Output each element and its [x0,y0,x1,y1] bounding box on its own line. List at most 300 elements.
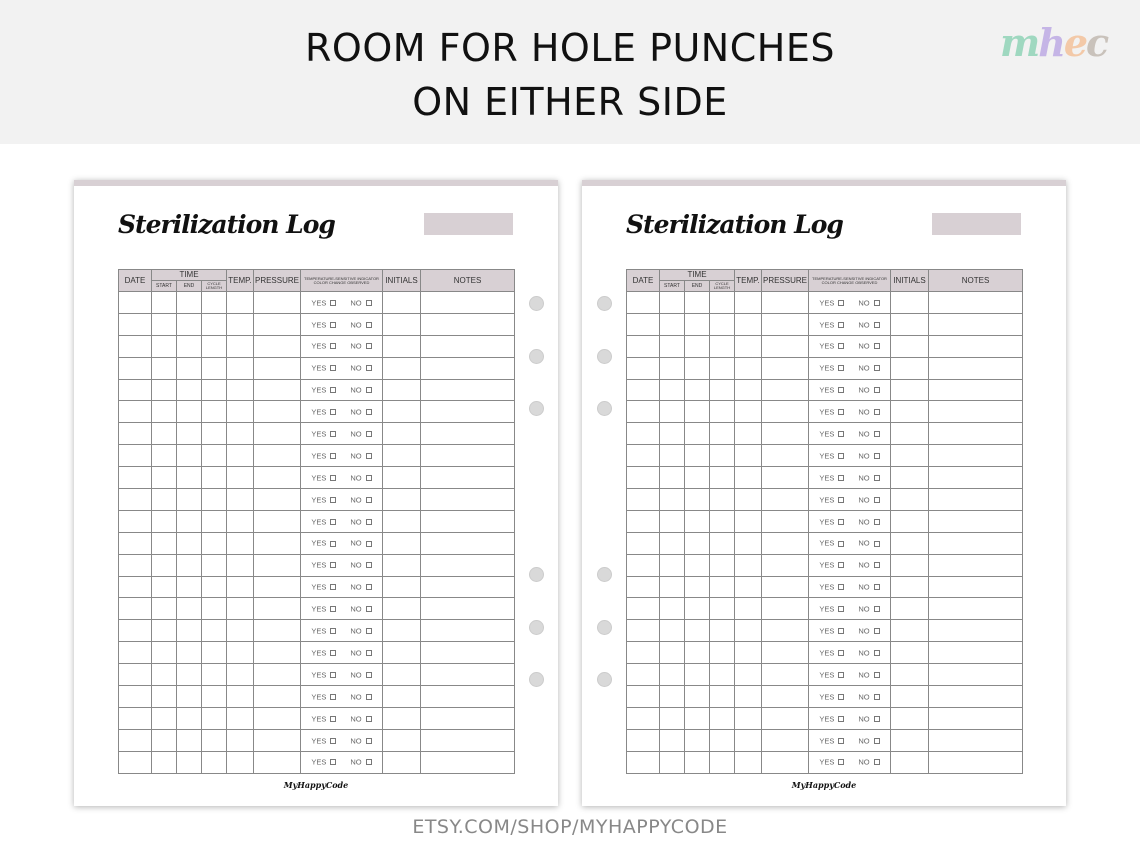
indicator-cell[interactable] [809,686,891,708]
table-cell[interactable] [929,357,1023,379]
table-cell[interactable] [685,707,710,729]
table-cell[interactable] [227,620,254,642]
table-cell[interactable] [660,707,685,729]
table-cell[interactable] [627,598,660,620]
table-cell[interactable] [710,467,735,489]
table-cell[interactable] [891,576,929,598]
yes-checkbox[interactable] [838,475,844,481]
no-checkbox[interactable] [366,343,372,349]
table-cell[interactable] [891,707,929,729]
table-cell[interactable] [762,292,809,314]
no-checkbox[interactable] [366,562,372,568]
table-cell[interactable] [119,532,152,554]
table-cell[interactable] [929,707,1023,729]
yes-checkbox[interactable] [330,738,336,744]
table-cell[interactable] [254,532,301,554]
table-cell[interactable] [891,335,929,357]
table-cell[interactable] [152,357,177,379]
table-cell[interactable] [177,313,202,335]
table-cell[interactable] [660,357,685,379]
table-cell[interactable] [627,489,660,511]
yes-checkbox[interactable] [838,759,844,765]
table-cell[interactable] [762,423,809,445]
table-cell[interactable] [119,335,152,357]
table-cell[interactable] [152,489,177,511]
table-cell[interactable] [227,292,254,314]
table-cell[interactable] [227,401,254,423]
table-cell[interactable] [383,620,421,642]
table-cell[interactable] [685,423,710,445]
no-checkbox[interactable] [366,694,372,700]
table-cell[interactable] [177,686,202,708]
indicator-cell[interactable] [809,423,891,445]
table-cell[interactable] [929,313,1023,335]
table-cell[interactable] [735,598,762,620]
table-cell[interactable] [119,292,152,314]
table-cell[interactable] [202,532,227,554]
table-cell[interactable] [929,379,1023,401]
table-cell[interactable] [710,620,735,642]
table-cell[interactable] [891,379,929,401]
table-cell[interactable] [735,576,762,598]
table-cell[interactable] [202,423,227,445]
table-cell[interactable] [152,598,177,620]
table-cell[interactable] [254,445,301,467]
table-cell[interactable] [383,401,421,423]
yes-checkbox[interactable] [330,365,336,371]
table-cell[interactable] [735,707,762,729]
table-cell[interactable] [685,292,710,314]
yes-checkbox[interactable] [330,584,336,590]
table-cell[interactable] [627,729,660,751]
table-cell[interactable] [119,598,152,620]
table-cell[interactable] [383,554,421,576]
table-cell[interactable] [254,620,301,642]
table-cell[interactable] [660,313,685,335]
table-cell[interactable] [421,467,515,489]
table-cell[interactable] [177,642,202,664]
table-cell[interactable] [254,423,301,445]
indicator-cell[interactable] [301,313,383,335]
table-cell[interactable] [685,729,710,751]
table-cell[interactable] [254,642,301,664]
table-cell[interactable] [119,467,152,489]
indicator-cell[interactable] [301,686,383,708]
table-cell[interactable] [929,292,1023,314]
table-cell[interactable] [627,642,660,664]
table-cell[interactable] [762,707,809,729]
table-cell[interactable] [421,313,515,335]
yes-checkbox[interactable] [838,694,844,700]
table-cell[interactable] [762,335,809,357]
no-checkbox[interactable] [874,738,880,744]
table-cell[interactable] [685,510,710,532]
yes-checkbox[interactable] [838,541,844,547]
table-cell[interactable] [735,510,762,532]
no-checkbox[interactable] [874,606,880,612]
table-cell[interactable] [383,664,421,686]
yes-checkbox[interactable] [838,387,844,393]
table-cell[interactable] [929,489,1023,511]
yes-checkbox[interactable] [838,453,844,459]
no-checkbox[interactable] [366,519,372,525]
table-cell[interactable] [119,510,152,532]
table-cell[interactable] [383,642,421,664]
table-cell[interactable] [383,423,421,445]
table-cell[interactable] [119,554,152,576]
table-cell[interactable] [891,357,929,379]
table-cell[interactable] [202,554,227,576]
yes-checkbox[interactable] [330,650,336,656]
table-cell[interactable] [627,620,660,642]
table-cell[interactable] [119,489,152,511]
table-cell[interactable] [929,576,1023,598]
yes-checkbox[interactable] [330,431,336,437]
table-cell[interactable] [227,751,254,773]
table-cell[interactable] [227,357,254,379]
table-cell[interactable] [627,313,660,335]
no-checkbox[interactable] [366,497,372,503]
no-checkbox[interactable] [366,606,372,612]
table-cell[interactable] [735,532,762,554]
table-cell[interactable] [177,379,202,401]
table-cell[interactable] [929,532,1023,554]
table-cell[interactable] [685,576,710,598]
table-cell[interactable] [152,642,177,664]
table-cell[interactable] [421,335,515,357]
table-cell[interactable] [421,423,515,445]
table-cell[interactable] [710,576,735,598]
indicator-cell[interactable] [809,751,891,773]
table-cell[interactable] [735,445,762,467]
table-cell[interactable] [202,313,227,335]
table-cell[interactable] [383,445,421,467]
table-cell[interactable] [627,532,660,554]
indicator-cell[interactable] [301,554,383,576]
yes-checkbox[interactable] [330,409,336,415]
table-cell[interactable] [710,729,735,751]
table-cell[interactable] [421,576,515,598]
table-cell[interactable] [710,357,735,379]
indicator-cell[interactable] [809,510,891,532]
indicator-cell[interactable] [301,598,383,620]
yes-checkbox[interactable] [330,387,336,393]
table-cell[interactable] [685,313,710,335]
table-cell[interactable] [202,576,227,598]
yes-checkbox[interactable] [330,606,336,612]
indicator-cell[interactable] [809,379,891,401]
table-cell[interactable] [227,445,254,467]
table-cell[interactable] [762,554,809,576]
no-checkbox[interactable] [366,628,372,634]
table-cell[interactable] [177,292,202,314]
table-cell[interactable] [227,467,254,489]
table-cell[interactable] [627,467,660,489]
table-cell[interactable] [421,292,515,314]
table-cell[interactable] [762,313,809,335]
no-checkbox[interactable] [366,431,372,437]
no-checkbox[interactable] [874,694,880,700]
table-cell[interactable] [735,401,762,423]
yes-checkbox[interactable] [838,738,844,744]
table-cell[interactable] [421,598,515,620]
table-cell[interactable] [762,576,809,598]
table-cell[interactable] [685,532,710,554]
table-cell[interactable] [627,445,660,467]
table-cell[interactable] [227,598,254,620]
table-cell[interactable] [735,620,762,642]
table-cell[interactable] [735,489,762,511]
table-cell[interactable] [891,489,929,511]
table-cell[interactable] [177,532,202,554]
yes-checkbox[interactable] [330,519,336,525]
indicator-cell[interactable] [809,357,891,379]
table-cell[interactable] [421,379,515,401]
table-cell[interactable] [177,751,202,773]
table-cell[interactable] [383,707,421,729]
indicator-cell[interactable] [301,707,383,729]
table-cell[interactable] [227,489,254,511]
table-cell[interactable] [891,598,929,620]
table-cell[interactable] [762,751,809,773]
table-cell[interactable] [762,598,809,620]
table-cell[interactable] [254,467,301,489]
table-cell[interactable] [929,642,1023,664]
table-cell[interactable] [627,292,660,314]
no-checkbox[interactable] [366,475,372,481]
table-cell[interactable] [421,532,515,554]
no-checkbox[interactable] [874,759,880,765]
table-cell[interactable] [152,707,177,729]
table-cell[interactable] [685,357,710,379]
table-cell[interactable] [929,510,1023,532]
table-cell[interactable] [660,401,685,423]
table-cell[interactable] [227,642,254,664]
table-cell[interactable] [891,554,929,576]
table-cell[interactable] [660,554,685,576]
table-cell[interactable] [660,751,685,773]
table-cell[interactable] [254,510,301,532]
table-cell[interactable] [177,445,202,467]
table-cell[interactable] [660,532,685,554]
yes-checkbox[interactable] [330,541,336,547]
table-cell[interactable] [735,686,762,708]
table-cell[interactable] [202,598,227,620]
yes-checkbox[interactable] [838,562,844,568]
no-checkbox[interactable] [874,475,880,481]
indicator-cell[interactable] [809,489,891,511]
no-checkbox[interactable] [366,759,372,765]
table-cell[interactable] [202,467,227,489]
table-cell[interactable] [710,335,735,357]
yes-checkbox[interactable] [838,343,844,349]
indicator-cell[interactable] [301,292,383,314]
yes-checkbox[interactable] [330,475,336,481]
table-cell[interactable] [627,401,660,423]
table-cell[interactable] [710,510,735,532]
indicator-cell[interactable] [301,401,383,423]
table-cell[interactable] [119,423,152,445]
table-cell[interactable] [152,576,177,598]
indicator-cell[interactable] [301,357,383,379]
table-cell[interactable] [685,751,710,773]
table-cell[interactable] [627,423,660,445]
table-cell[interactable] [152,532,177,554]
yes-checkbox[interactable] [330,300,336,306]
indicator-cell[interactable] [301,445,383,467]
table-cell[interactable] [119,401,152,423]
table-cell[interactable] [383,576,421,598]
table-cell[interactable] [177,357,202,379]
table-cell[interactable] [177,335,202,357]
no-checkbox[interactable] [874,628,880,634]
indicator-cell[interactable] [809,707,891,729]
table-cell[interactable] [421,401,515,423]
no-checkbox[interactable] [874,562,880,568]
table-cell[interactable] [627,576,660,598]
table-cell[interactable] [660,598,685,620]
table-cell[interactable] [710,751,735,773]
table-cell[interactable] [119,313,152,335]
table-cell[interactable] [735,423,762,445]
table-cell[interactable] [660,729,685,751]
table-cell[interactable] [421,445,515,467]
yes-checkbox[interactable] [838,584,844,590]
table-cell[interactable] [227,576,254,598]
table-cell[interactable] [177,620,202,642]
table-cell[interactable] [710,379,735,401]
table-cell[interactable] [152,445,177,467]
no-checkbox[interactable] [366,650,372,656]
table-cell[interactable] [735,379,762,401]
table-cell[interactable] [627,686,660,708]
table-cell[interactable] [152,292,177,314]
table-cell[interactable] [929,686,1023,708]
table-cell[interactable] [891,423,929,445]
yes-checkbox[interactable] [838,650,844,656]
table-cell[interactable] [421,751,515,773]
yes-checkbox[interactable] [330,759,336,765]
table-cell[interactable] [202,292,227,314]
table-cell[interactable] [227,707,254,729]
table-cell[interactable] [660,510,685,532]
table-cell[interactable] [891,292,929,314]
no-checkbox[interactable] [366,584,372,590]
yes-checkbox[interactable] [330,343,336,349]
table-cell[interactable] [202,357,227,379]
table-cell[interactable] [421,554,515,576]
table-cell[interactable] [627,554,660,576]
table-cell[interactable] [929,467,1023,489]
table-cell[interactable] [660,686,685,708]
table-cell[interactable] [152,423,177,445]
no-checkbox[interactable] [366,409,372,415]
table-cell[interactable] [152,664,177,686]
indicator-cell[interactable] [809,401,891,423]
no-checkbox[interactable] [874,322,880,328]
table-cell[interactable] [627,357,660,379]
table-cell[interactable] [929,401,1023,423]
table-cell[interactable] [891,751,929,773]
table-cell[interactable] [660,445,685,467]
table-cell[interactable] [227,686,254,708]
table-cell[interactable] [152,554,177,576]
indicator-cell[interactable] [301,489,383,511]
table-cell[interactable] [177,598,202,620]
indicator-cell[interactable] [809,292,891,314]
table-cell[interactable] [929,598,1023,620]
table-cell[interactable] [119,751,152,773]
table-cell[interactable] [254,729,301,751]
table-cell[interactable] [929,751,1023,773]
table-cell[interactable] [735,642,762,664]
table-cell[interactable] [202,686,227,708]
table-cell[interactable] [762,642,809,664]
table-cell[interactable] [685,686,710,708]
table-cell[interactable] [227,554,254,576]
no-checkbox[interactable] [874,431,880,437]
table-cell[interactable] [929,729,1023,751]
table-cell[interactable] [254,576,301,598]
table-cell[interactable] [383,729,421,751]
table-cell[interactable] [762,532,809,554]
no-checkbox[interactable] [874,672,880,678]
table-cell[interactable] [762,379,809,401]
table-cell[interactable] [152,620,177,642]
table-cell[interactable] [421,510,515,532]
table-cell[interactable] [254,554,301,576]
no-checkbox[interactable] [874,365,880,371]
table-cell[interactable] [710,313,735,335]
table-cell[interactable] [891,510,929,532]
table-cell[interactable] [762,510,809,532]
indicator-cell[interactable] [301,642,383,664]
table-cell[interactable] [383,467,421,489]
indicator-cell[interactable] [301,664,383,686]
no-checkbox[interactable] [366,453,372,459]
table-cell[interactable] [710,532,735,554]
table-cell[interactable] [227,729,254,751]
indicator-cell[interactable] [301,532,383,554]
table-cell[interactable] [152,686,177,708]
table-cell[interactable] [177,423,202,445]
table-cell[interactable] [735,467,762,489]
table-cell[interactable] [891,445,929,467]
table-cell[interactable] [891,620,929,642]
table-cell[interactable] [660,292,685,314]
table-cell[interactable] [227,664,254,686]
no-checkbox[interactable] [366,387,372,393]
table-cell[interactable] [202,620,227,642]
indicator-cell[interactable] [809,313,891,335]
table-cell[interactable] [383,751,421,773]
table-cell[interactable] [152,751,177,773]
table-cell[interactable] [735,313,762,335]
yes-checkbox[interactable] [838,365,844,371]
table-cell[interactable] [383,686,421,708]
table-cell[interactable] [227,532,254,554]
table-cell[interactable] [254,335,301,357]
table-cell[interactable] [735,554,762,576]
table-cell[interactable] [254,598,301,620]
table-cell[interactable] [762,489,809,511]
indicator-cell[interactable] [301,510,383,532]
indicator-cell[interactable] [809,576,891,598]
table-cell[interactable] [929,335,1023,357]
table-cell[interactable] [254,379,301,401]
table-cell[interactable] [383,598,421,620]
table-cell[interactable] [710,554,735,576]
